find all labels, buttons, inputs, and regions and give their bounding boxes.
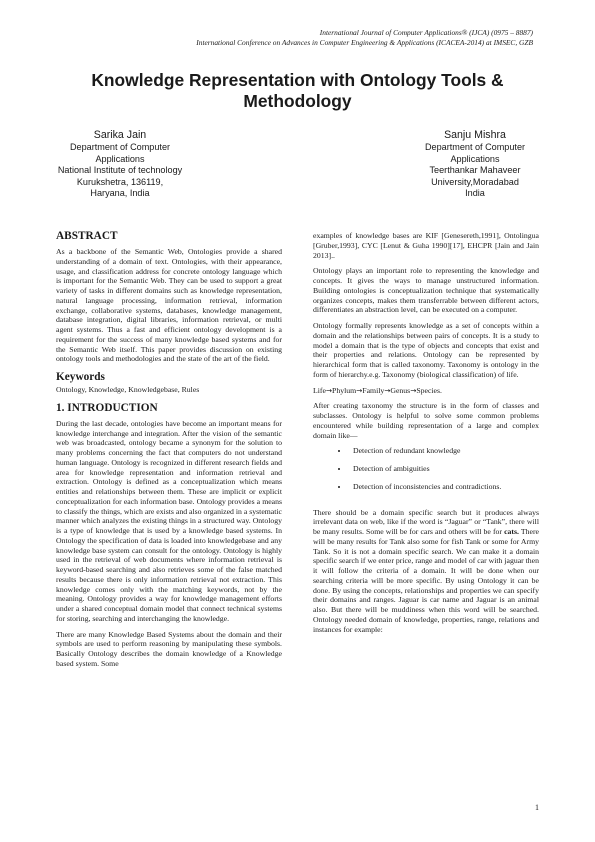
abstract-text: As a backbone of the Semantic Web, Ontologies provide a shared understanding of a domain of text. Ontologies, with their appearance, usage, and classification address for concrete ontology language which is important for the Semantic Web. They can be used to support a great variety of tasks in different domains such as knowledge representation, natural language processing, information retrieval, information exchange, collaborative systems, databases, knowledge management, database integration, digital libraries, information retrieval, or multi agent systems. Thus a fast and efficient ontology development is a requirement for the success of many knowledge based systems and for the Semantic Web itself. This paper provides discussion on existing ontology tools and methodologies and the state of the art of the field. xyxy=(56,247,282,364)
taxonomy-chain: Life→Phylum→Family→Genus→Species. xyxy=(313,385,442,395)
knowledge-base-examples: examples of knowledge bases are KIF [Genesereth,1991], Ontolingua [Gruber,1993], CYC [Lenut & Guha 1990][17], EHCPR [Jain and Jain 2013].. xyxy=(313,231,539,260)
ontology-role-paragraph: Ontology plays an important role to representing the knowledge and concepts. It gives the ways to manage unstructured information. Building ontologies is conceptualization technique that systematically organizes concepts, makes them transferrable between different actors, differentiates an abstraction level, can be executed on a computer. xyxy=(313,266,539,315)
author-name: Sarika Jain xyxy=(93,129,147,141)
keywords-heading: Keywords xyxy=(56,371,105,383)
author-name: Sanju Mishra xyxy=(444,129,506,141)
author-affiliation-line: Department of Computer xyxy=(424,142,526,152)
arrow-right-icon: → xyxy=(325,385,333,395)
introduction-heading: 1. INTRODUCTION xyxy=(56,401,158,414)
list-item: • Detection of ambiguities xyxy=(349,464,539,474)
author-affiliation-line: Applications xyxy=(450,153,500,164)
journal-header xyxy=(196,28,533,47)
author-affiliation-line: Department of Computer xyxy=(69,142,171,152)
right-column xyxy=(313,231,539,640)
author-affiliation-line: Haryana, India xyxy=(90,188,150,199)
left-column xyxy=(56,229,282,675)
paper-title: Knowledge Representation with Ontology Tools & Methodology xyxy=(91,70,504,111)
header-line-2: International Conference on Advances in Computer Engineering & Applications (ICACEA-2014) at IMSEC, GZB xyxy=(196,37,533,47)
abstract-heading: ABSTRACT xyxy=(56,230,118,242)
author-affiliation-line: National Institute of technology xyxy=(57,165,183,176)
keywords-text: Ontology, Knowledge, Knowledgebase, Rules xyxy=(56,385,200,394)
author-block-2 xyxy=(390,128,560,200)
list-item: • Detection of inconsistencies and contradictions. xyxy=(349,482,539,492)
author-affiliation-line: Teerthankar Mahaveer xyxy=(429,165,521,176)
arrow-right-icon: → xyxy=(410,385,417,395)
author-block-1 xyxy=(35,128,205,200)
ontology-formal-paragraph: Ontology formally represents knowledge as a set of concepts within a domain and the relationships between pairs of concepts. It is a study to model a domain that is the type of objects and concepts that exist and their properties and relations. Ontology can be represented by hierarchical form that is called taxonomy. Taxonomy is ontology in the form of hierarchy.e.g. Taxonomy (biological classification) of life. xyxy=(313,321,539,379)
author-affiliation-line: Kurukshetra, 136119, xyxy=(76,176,164,187)
author-affiliation-line: University,Moradabad xyxy=(431,176,519,187)
page-number: 1 xyxy=(535,803,539,812)
author-affiliation-line: India xyxy=(465,188,485,199)
header-line-1: International Journal of Computer Applications® (IJCA) (0975 – 8887) xyxy=(319,28,533,37)
arrow-right-icon: → xyxy=(356,385,363,395)
domain-search-paragraph: There should be a domain specific search but it produces always irrelevant data on web, like if the word is “Jaguar” or “Tank”, there will be many results. Some will be for cars and others will be for cats. There will be many results for Tank also some for fish Tank or some for Army Tank. So it is not a domain specific search. We can make it a domain specific search if we enter price, range and model of car with jaguar then it will follow the criteria of a domain. It will be done when our searching criteria will be more specific. By using Ontology it can be done. By using the concepts, relationships and properties we can specify their domains and ranges. Jaguar is car name and Jaguar is an animal also. But there will be muddiness when this word will be searched. Ontology needed domain of knowledge, properties, range, relations and instances for example: xyxy=(313,507,539,634)
introduction-paragraph-2: There are many Knowledge Based Systems about the domain and their symbols are used to perform reasoning by manipulating these symbols. Basically Ontology describes the domain knowledge of a Knowledge based system. Some xyxy=(56,629,282,668)
introduction-paragraph-1: During the last decade, ontologies have become an important means for knowledge interchange and integration. After the vision of the semantic web was broadcasted, ontology became a synonym for the solution to many problems concerning the fact that computers do not understand human language. Ontology is recognized in different research fields and area for knowledge representation and information retrieval and extraction. Ontology is defined as a conceptualization which means entities and relationships between them. These are implicit or explicit conceptualization for each information base. Ontology provides a means to classify the things, which are exists and also organized in a systematic manner which analyzes the existing things in a structured way. Ontology is a type of knowledge that is used by a knowledge based systems. In Ontology the specification of data is loaded into knowledgebase and any knowledge base system can consult for the ontology. Ontology is highly used in the retrieval of web documents where information retrieval is keyword-based searching and also retrieves some of the false matched results because there is only information retrieval not extraction. This knowledge comes only with the matching keywords, not by the meaning. Ontology provides a way for knowledge management efforts under a shared conceptual domain model that connect technical systems for storing, searching and interchanging the knowledge. xyxy=(56,418,282,623)
author-affiliation-line: Applications xyxy=(95,153,145,164)
taxonomy-structure-paragraph: After creating taxonomy the structure is in the form of classes and subclasses. Ontology is helpful to solve some common problems encountered while building representation of a large and complex domain like— xyxy=(313,401,539,440)
list-item: • Detection of redundant knowledge xyxy=(349,446,539,456)
arrow-right-icon: → xyxy=(384,385,391,395)
problems-list xyxy=(313,446,539,491)
